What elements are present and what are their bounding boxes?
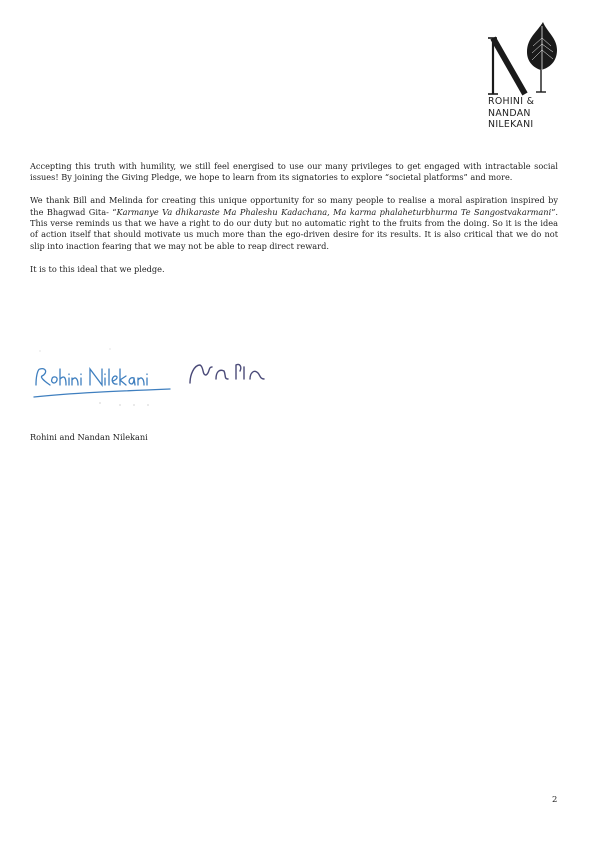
logo-line-3: NILEKANI (488, 119, 534, 131)
gita-verse: Karmanye Va dhikaraste Ma Phaleshu Kadachana, Ma karma phalaheturbhurma Te Sangostvakarmani (116, 206, 552, 217)
logo-line-2: NANDAN (488, 107, 531, 119)
signature-image (30, 345, 330, 413)
logo-wordmark (488, 96, 568, 131)
letter-body (30, 161, 558, 286)
paragraph-3: It is to this ideal that we pledge. (30, 263, 165, 274)
leaf-n-logo-icon (487, 20, 567, 100)
paragraph-1: Accepting this truth with humility, we still feel energised to use our many privileges to get engaged with intractable social issues! By joining the Giving Pledge, we hope to learn from its signatories to explore “societal platforms” and more. (30, 161, 558, 183)
logo-line-1: ROHINI & (488, 96, 535, 107)
paragraph-2-start: We thank Bill and Melinda for creating this unique opportunity for so many people to realise a moral aspiration inspired by the Bhagwad Gita- “ (30, 195, 558, 217)
paragraph-2-end: ”. This verse reminds us that we have a right to do our duty but no automatic right to the fruits from the doing. So it is the idea of action itself that should motivate us much more than the ego-driven desire for its results. It is also critical that we do not slip into inaction fearing that we may not be able to reap direct reward. (30, 206, 558, 251)
page-number: 2 (552, 794, 558, 804)
signer-name: Rohini and Nandan Nilekani (30, 432, 148, 442)
paragraph-2 (30, 195, 558, 252)
handwritten-signatures (30, 345, 330, 413)
